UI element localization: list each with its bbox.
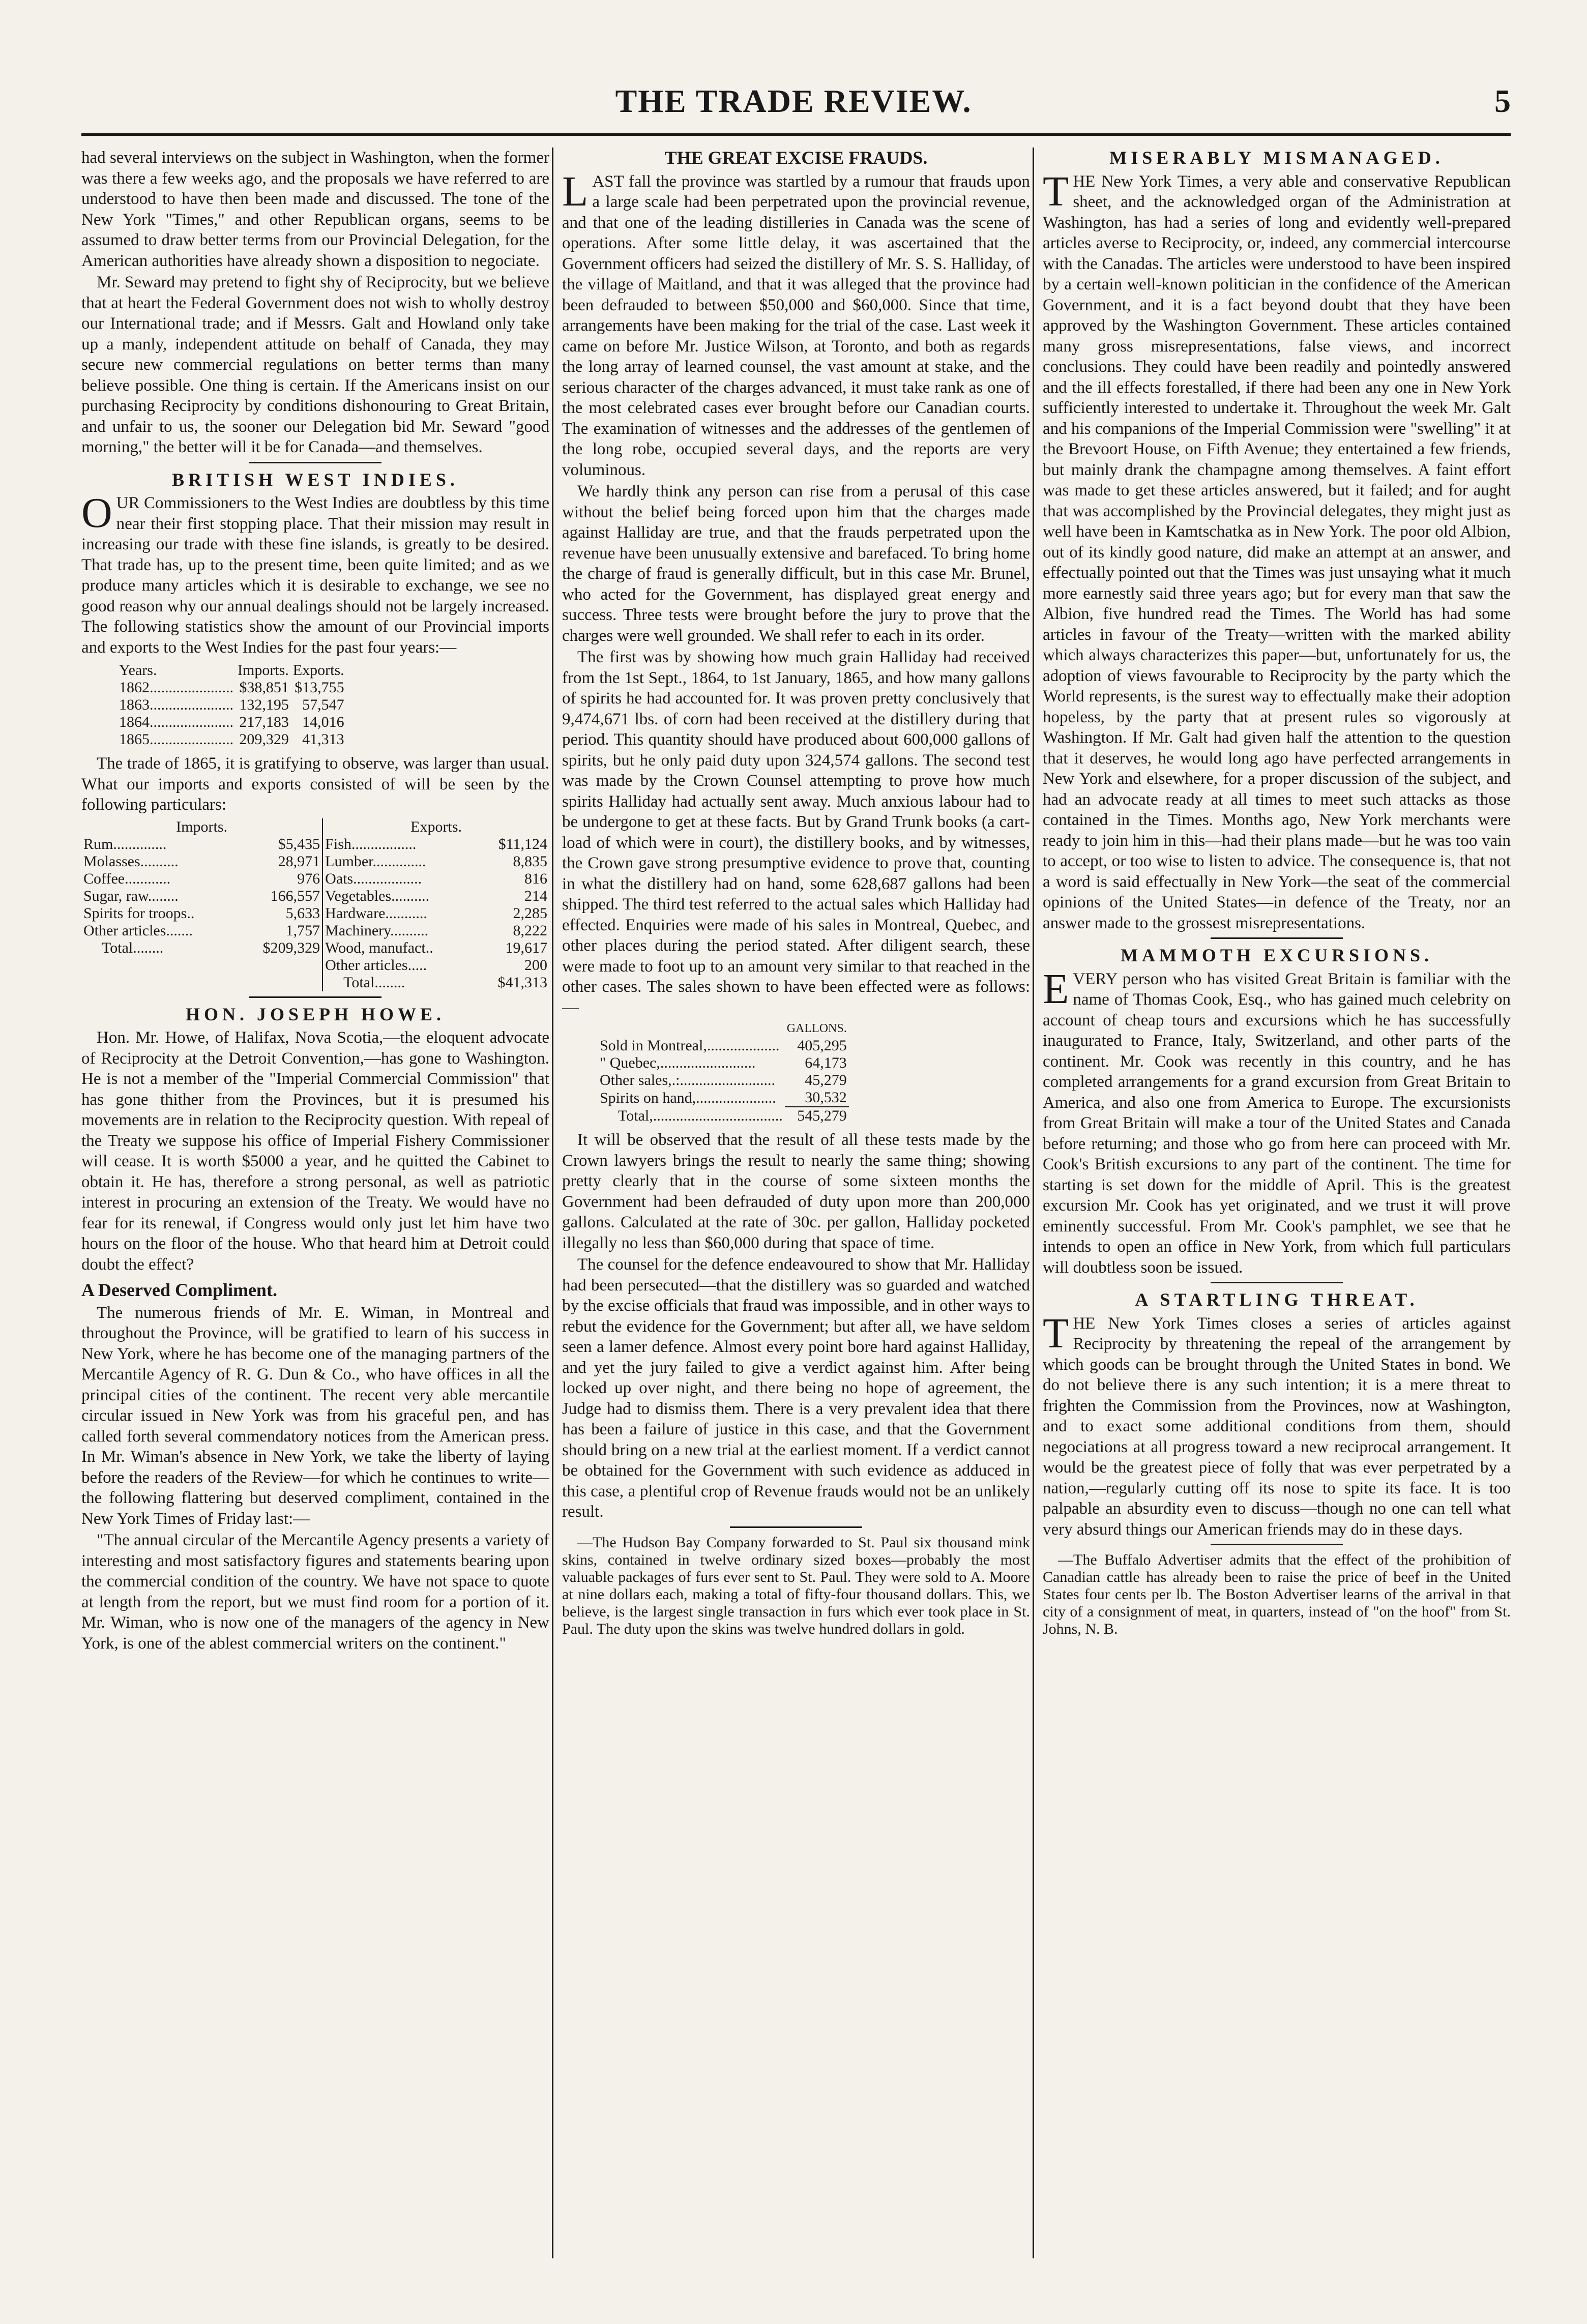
publication-title: THE TRADE REVIEW. xyxy=(615,83,972,119)
section-rule xyxy=(1211,1544,1343,1545)
paragraph: THE New York Times, a very able and conservative Republican sheet, and the acknowledged organ of the Administration at Washington, has had a series of long and evidently well-prepared articles averse to Reciprocity, or, indeed, any commercial intercourse with the Canadas. The articles were understood to have been inspired by a certain well-known politician in the confidence of the American Government, and it is a fact beyond doubt that they have been approved by the Washington Government. These articles contained many gross misrepresentations, false views, and incorrect conclusions. They could have been readily and pointedly answered and the ill effects forestalled, if there had been any one in New York sufficiently interested to undertake it. Throughout the week Mr. Galt and his companions of the Imperial Commission were "swelling" it at the Brevoort House, on Fifth Avenue; they entertained a few friends, but mainly drank the champagne among themselves. A faint effort was made to get these articles answered, but it failed; and for aught that was accomplished by the Provincial delegates, they might just as well have been in Kamtschatka as in New York. The poor old Albion, out of its kindly good nature, did make an attempt at an answer, and effectually pointed out that the Times was just unsaying what it much more earnestly said three years ago; but for every man that saw the Albion, five hundred read the Times. The World has had some articles in favour of the Treaty—written with the marked ability which always characterizes this paper—but, unfortunately for us, the adoption of views favourable to Reciprocity by the party which the World represents, is the surest way to effectually make their adoption hopeless, by the party that at present rules so vigorously at Washington. If Mr. Galt had given half the attention to the question that it deserves, he would long ago have perfected arrangements in New York and elsewhere, for a proper discussion of the subject, and had an advocate ready at all times to meet such attacks as those contained in the Times. Months ago, New York merchants were ready to join him in this—had their plans made—but he was too vain to accept, or too wise to listen to advice. The consequence is, that not a word is said effectually in New York—the seat of the commercial opinions of the United States—in defence of the Treaty, nor an answer made to the grossest misrepresentations. xyxy=(1043,167,1511,932)
drop-cap: O xyxy=(81,489,112,537)
table-row: Sold in Montreal,................... 405,295 xyxy=(600,1037,847,1054)
article-heading: MISERABLY MISMANAGED. xyxy=(1109,148,1444,168)
trade-particulars-table: Imports. Exports. Rum.............. $5,435 Fish................. $11,124 Molasses.......... 28,971 Lumber.............. 8,835 Coffee............ 976 Oats.................. 816 Sugar, raw........ 166,557 Vegetables.......... 214 Spirits for troops.. 5,633 Hardware........... 2,285 Other articles....... 1,757 Machinery.......... 8,222 Total........ $209,329 Wood, manufact.. 19,617 Other articles..... 200 Total........ $41,313 xyxy=(81,818,549,991)
paragraph: The numerous friends of Mr. E. Wiman, in Montreal and throughout the Province, will be gratified to learn of his success in New York, where he has become one of the managing partners of the Mercantile Agency of R. G. Dun & Co., who have offices in all the principal cities of the continent. The recent very able mercantile circular issued in New York was from his graceful pen, and has called forth several commendatory notices from the American press. In Mr. Wiman's absence in New York, we take the liberty of laying before the readers of the Review—for which he continues to write—the following flattering but deserved compliment, contained in the New York Times of Friday last:— xyxy=(81,1303,549,1528)
paragraph: Mr. Seward may pretend to fight shy of Reciprocity, but we believe that at heart the Federal Government does not wish to wholly destroy our International trade; and if Messrs. Galt and Howland only take up a manly, independent attitude on behalf of Canada, they may secure new commercial regulations on better terms than many believe possible. One thing is certain. If the Americans insist on our purchasing Reciprocity by conditions dishonouring to Great Britain, and unfair to us, the sooner our Delegation bid Mr. Seward "good morning," the better will it be for Canada—and themselves. xyxy=(81,273,549,456)
table-row: Sugar, raw........ 166,557 Vegetables.......... 214 xyxy=(83,887,547,904)
header-rule xyxy=(81,133,1511,136)
masthead xyxy=(0,76,1587,132)
quotation: "The annual circular of the Mercantile Agency presents a variety of interesting and most satisfactory figures and statements bearing upon the commercial condition of the country. We have not space to quote at length from the report, but we must find room for a portion of it. Mr. Wiman, who is now one of the managers of the agency in New York, is one of the ablest commercial writers on the continent." xyxy=(81,1531,549,1653)
paragraph: Hon. Mr. Howe, of Halifax, Nova Scotia,—the eloquent advocate of Reciprocity at the Detroit Convention,—has gone to Washington. He is not a member of the "Imperial Commercial Commission" that has gone thither from the Provinces, but it is presumed his movements are in relation to the Reciprocity question. With repeal of the Treaty we suppose his office of Imperial Fishery Commissioner will cease. It is worth $5000 a year, and he quitted the Cabinet to obtain it. He has, therefore a strong personal, as well as patriotic interest in procuring an extension of the Treaty. We would have no fear for its renewal, if Congress would only just let him have two hours on the floor of the house. Who that heard him at Detroit could doubt the effect? xyxy=(81,1028,549,1274)
table-row: Total,.................................. 545,279 xyxy=(618,1107,847,1124)
section-rule xyxy=(1211,1282,1343,1283)
table-row: Other sales,.:......................... 45,279 xyxy=(600,1072,847,1089)
table-row: Molasses.......... 28,971 Lumber.............. 8,835 xyxy=(83,852,547,870)
page-number: 5 xyxy=(1494,83,1511,119)
paragraph: The trade of 1865, it is gratifying to observe, was larger than usual. What our imports and exports consisted of will be seen by the following particulars: xyxy=(81,754,549,814)
paragraph: The counsel for the defence endeavoured to show that Mr. Halliday had been persecuted—that the distillery was so guarded and watched by the excise officials that fraud was impossible, and in other ways to rebut the evidence for the Government; but after all, we have seldom seen a lamer defence. Almost every point bore hard against Halliday, and yet the jury failed to give a verdict against him. After being locked up over night, and there being no hope of agreement, the Judge had to dismiss them. There is a very prevalent idea that there has been a failure of justice in this case, and that the Government should bring on a new trial at the earliest moment. If a verdict cannot be obtained for the Government with such evidence as adduced in this case, a plentiful crop of Revenue frauds would not be an unlikely result. xyxy=(562,1255,1030,1521)
table-row: 1864...................... 217,183 14,016 xyxy=(119,714,344,730)
drop-cap: L xyxy=(562,167,589,215)
table-row: 1863...................... 132,195 57,547 xyxy=(119,696,344,713)
table-row: 1865...................... 209,329 41,313 xyxy=(119,731,344,748)
column-divider-2 xyxy=(1033,148,1034,2258)
table-row: Spirits on hand,..................... 30,532 xyxy=(598,1089,849,1107)
news-item: —The Hudson Bay Company forwarded to St. Paul six thousand mink skins, contained in twelve ordinary sized boxes—probably the most valuable packages of furs ever sent to St. Paul. They were sold to A. Moore at nine dollars each, making a total of fifty-four thousand dollars. This, we believe, is the largest single transaction in furs which ever took place in St. Paul. The duty upon the skins was twelve hundred dollars in gold. xyxy=(562,1534,1030,1637)
paragraph: LAST fall the province was startled by a rumour that frauds upon a large scale had been perpetrated upon the provincial revenue, and that one of the leading distilleries in Canada was the scene of operations. After some little delay, it was ascertained that the Government officers had seized the distillery of Mr. S. S. Halliday, of the village of Maitland, and that it was alleged that the province had been defrauded to between $50,000 and $60,000. Since that time, arrangements have been making for the trial of the case. Last week it came on before Mr. Justice Wilson, at Toronto, and both as regards the long array of learned counsel, the vast amount at stake, and the serious character of the charges advanced, it must take rank as one of the most celebrated cases ever brought before our Canadian courts. The examination of witnesses and the addresses of the gentlemen of the long robe, occupied several days, and the reports are very voluminous. xyxy=(562,167,1030,479)
drop-cap: T xyxy=(1043,167,1069,215)
section-rule xyxy=(249,462,381,463)
section-rule xyxy=(1211,937,1343,939)
table-row: 1862...................... $38,851 $13,755 xyxy=(119,679,344,696)
article-heading: A STARTLING THREAT. xyxy=(1135,1289,1419,1310)
paragraph: The first was by showing how much grain Halliday had received from the 1st Sept., 1864, to 1st January, 1865, and how many gallons of spirits he had accounted for. It was proven pretty conclusively that 9,474,671 lbs. of corn had been received at the distillery during that period. This quantity should have produced about 600,000 gallons of spirits, but he only paid duty upon 324,574 gallons. The second test was made by the Crown Counsel attempting to prove how much spirits Halliday had actually sent away. Much anxious labour had to be undergone to get at these facts. But by Grand Trunk books (a cart-load of which were in court), the distillery books, and by witnesses, the Crown gave strong presumptive evidence to prove that, counting in what the distillery had on hand, some 628,687 gallons had been shipped. The third test referred to the actual sales which Halliday had effected. Enquiries were made of his sales in Montreal, Quebec, and other places during the period stated. After diligent search, these were made to foot up to an amount very similar to that reached in the other cases. The sales shown to have been effected were as follows:— xyxy=(562,648,1030,1017)
section-rule xyxy=(730,1526,862,1528)
article-heading: HON. JOSEPH HOWE. xyxy=(185,1004,446,1024)
table-row: Other articles....... 1,757 Machinery.......... 8,222 xyxy=(83,922,547,939)
article-heading: MAMMOTH EXCURSIONS. xyxy=(1120,945,1433,965)
table-row: Total........ $41,313 xyxy=(81,974,549,991)
table-row: Coffee............ 976 Oats.................. 816 xyxy=(83,870,547,887)
paragraph: had several interviews on the subject in Washington, when the former was there a few weeks ago, and the proposals we have referred to are understood to have then been made and discussed. The tone of the New York "Times," and other Republican organs, seems to be assumed to draw better terms from our Provincial Delegation, for the American authorities have already shown a disposition to negociate. xyxy=(81,149,549,270)
column-2 xyxy=(562,148,1030,2258)
table-row: Spirits for troops.. 5,633 Hardware........... 2,285 xyxy=(83,904,547,922)
article-heading: A Deserved Compliment. xyxy=(81,1280,277,1300)
table-row: " Quebec,......................... 64,173 xyxy=(600,1054,847,1071)
table-row: Total........ $209,329 Wood, manufact.. 19,617 xyxy=(102,939,547,956)
paragraph: We hardly think any person can rise from a perusal of this case without the belief being forced upon him that the charges made against Halliday are true, and that the frauds perpetrated upon the revenue have been unusually extensive and barefaced. To bring home the charge of fraud is generally difficult, but in this case Mr. Brunel, who acted for the Government, has displayed great energy and success. Three tests were brought before the jury to prove that the charges were well grounded. We shall refer to each in its order. xyxy=(562,482,1030,645)
column-divider-1 xyxy=(552,148,553,2258)
news-item: —The Buffalo Advertiser admits that the effect of the prohibition of Canadian cattle has already been to raise the price of beef in the United States four cents per lb. The Boston Advertiser learns of the arrival in that city of a consignment of meat, in quarters, instead of "on the hoof" from St. Johns, N. B. xyxy=(1043,1551,1511,1637)
article-heading: THE GREAT EXCISE FRAUDS. xyxy=(664,148,928,168)
paragraph: EVERY person who has visited Great Britain is familiar with the name of Thomas Cook, Esq., who has gained much celebrity on account of cheap tours and excursions which he has successfully inaugurated to France, Italy, Switzerland, and other parts of the continent. Mr. Cook was recently in this country, and he has completed arrangements for a grand excursion from Great Britain to America, and also one from America to Europe. The excursionists from Great Britain will make a tour of the United States and Canada before returning; and those who go from here can proceed with Mr. Cook's British excursions to any part of the continent. The time for starting is set down for the middle of April. This is the greatest excursion Mr. Cook has yet originated, and we trust it will prove eminently successful. From Mr. Cook's pamphlet, we see that he intends to open an office in New York, from which full particulars will doubtless soon be issued. xyxy=(1043,965,1511,1277)
table-row: Other articles..... 200 xyxy=(81,957,549,974)
paragraph: It will be observed that the result of all these tests made by the Crown lawyers brings the result to nearly the same thing; showing pretty clearly that in the course of some sixteen months the Government had been defrauded of duty upon more than 200,000 gallons. Calculated at the rate of 30c. per gallon, Halliday pocketed illegally no less than $60,000 during that space of time. xyxy=(562,1131,1030,1252)
trade-years-table: Years. Imports. Exports. 1862...................... $38,851 $13,755 1863...................... 132,195 57,547 1864...................... 217,183 14,016 1865...................... 209,329 41,313 xyxy=(117,662,346,748)
section-rule xyxy=(249,996,381,998)
article-heading: BRITISH WEST INDIES. xyxy=(172,469,459,490)
column-3 xyxy=(1043,148,1511,2258)
sales-table: GALLONS. Sold in Montreal,................... 405,295 " Quebec,......................... 64,173 Other sales,.:......................... 45,279 Spirits on hand,..................... 30,532 Total,.................................. 545,279 xyxy=(598,1020,849,1125)
paragraph: OUR Commissioners to the West Indies are doubtless by this time near their first stopping place. That their mission may result in increasing our trade with these fine islands, is greatly to be desired. That trade has, up to the present time, been quite limited; and as we produce many articles which it is desirable to exchange, we see no good reason why our annual dealings should not be largely increased. The following statistics show the amount of our Provincial imports and exports to the West Indies for the past four years:— xyxy=(81,489,549,657)
drop-cap: T xyxy=(1043,1309,1069,1357)
drop-cap: E xyxy=(1043,965,1069,1013)
paragraph: THE New York Times closes a series of articles against Reciprocity by threatening the repeal of the arrangement by which goods can be brought through the United States in bond. We do not believe there is any such intention; it is a mere threat to frighten the Commission from the Provinces, now at Washington, and to exact some additional conditions from them, should negociations at all progress toward a new reciprocal arrangement. It would be the greatest piece of folly that was ever perpetrated by a nation,—regularly cutting off its nose to spite its face. It is too palpable an absurdity even to discuss—though no one can tell what very absurd things our American friends may do in these days. xyxy=(1043,1309,1511,1539)
column-1 xyxy=(81,148,549,2258)
table-row: Rum.............. $5,435 Fish................. $11,124 xyxy=(83,835,547,852)
